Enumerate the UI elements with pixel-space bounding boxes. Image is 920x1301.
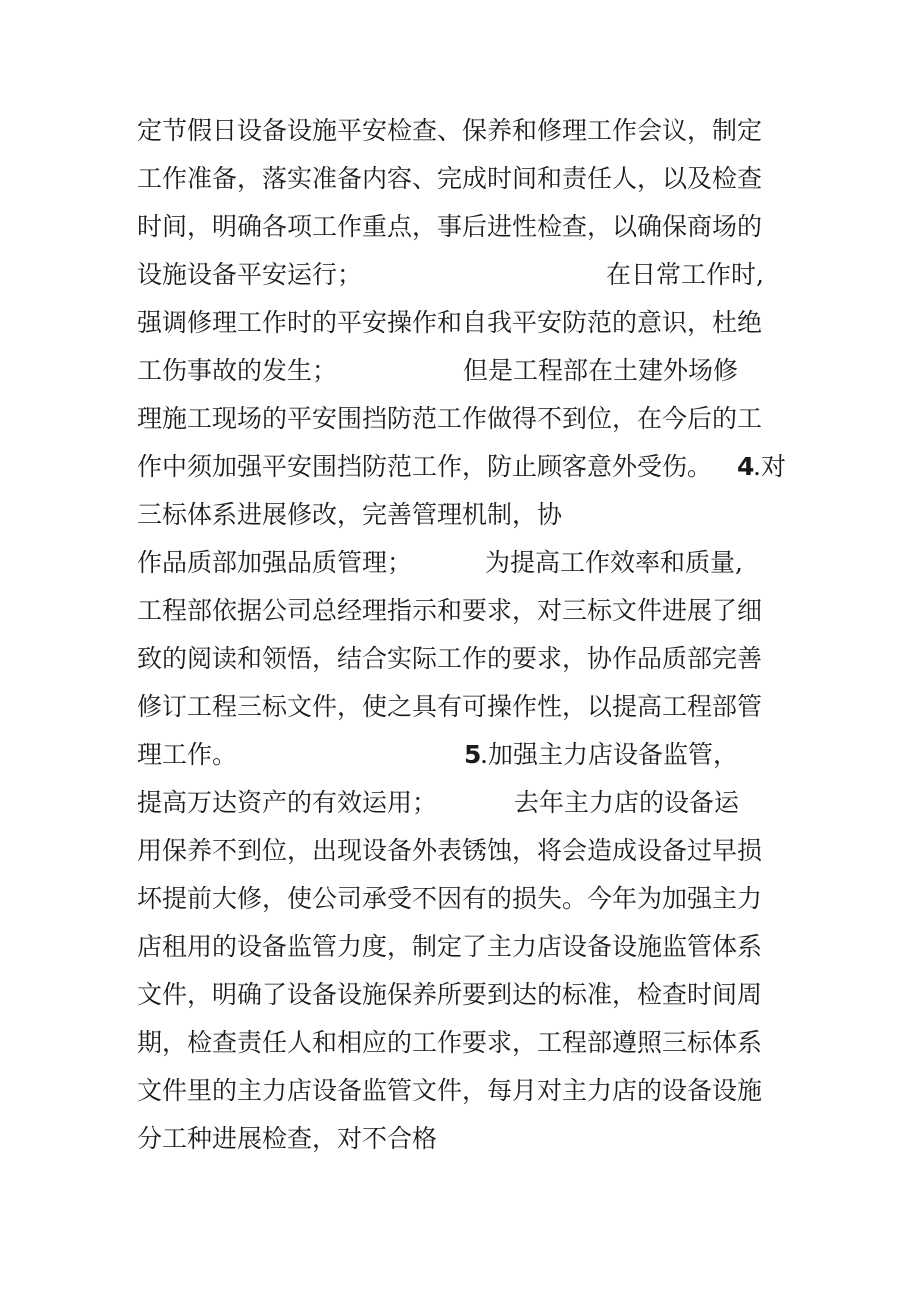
text-segment: 分工种进展检查，对不合格: [137, 1124, 438, 1153]
text-segment: 坏提前大修，使公司承受不因有的损失。今年为加强主力: [137, 884, 763, 913]
text-line: [137, 594, 762, 628]
text-line: [137, 450, 786, 484]
text-segment: 致的阅读和领悟，结合实际工作的要求，协作品质部完善: [137, 644, 763, 673]
text-segment: 三标体系进展修改，完善管理机制，协: [137, 500, 563, 529]
text-segment: 去年主力店的设备运: [514, 788, 740, 817]
text-line: [137, 210, 762, 244]
text-segment: .加强主力店设备监管，: [480, 740, 738, 769]
text-line: [137, 786, 740, 820]
text-segment: 但是工程部在土建外场修: [463, 356, 739, 385]
text-line: [137, 834, 762, 868]
text-line: [137, 978, 762, 1012]
text-line: [137, 930, 762, 964]
text-line: [137, 690, 762, 724]
text-segment: 期，检查责任人和相应的工作要求，工程部遵照三标体系: [137, 1028, 763, 1057]
text-segment: 文件，明确了设备设施保养所要到达的标准，检查时间周: [137, 980, 763, 1009]
text-line: [137, 354, 739, 388]
text-segment: 文件里的主力店设备监管文件，每月对主力店的设备设施: [137, 1076, 763, 1105]
section-number: 4: [737, 452, 755, 481]
text-line: [137, 402, 762, 436]
text-line: [137, 1074, 762, 1108]
text-line: [137, 546, 743, 580]
text-segment: 工伤事故的发生；: [137, 356, 338, 385]
text-line: [137, 114, 762, 148]
section-number: 5: [464, 740, 482, 769]
text-segment: 为提高工作效率和质量,: [485, 548, 743, 577]
text-segment: 工作准备，落实准备内容、完成时间和责任人，以及检查: [137, 164, 763, 193]
text-segment: 用保养不到位，出现设备外表锈蚀，将会造成设备过早损: [137, 836, 763, 865]
text-segment: 定节假日设备设施平安检查、保养和修理工作会议，制定: [137, 116, 763, 145]
text-segment: 强调修理工作时的平安操作和自我平安防范的意识，杜绝: [137, 308, 763, 337]
text-line: [137, 1026, 762, 1060]
text-line: [137, 258, 764, 292]
text-segment: 时间，明确各项工作重点，事后进性检查，以确保商场的: [137, 212, 763, 241]
text-segment: .对: [753, 452, 786, 481]
text-line: [137, 498, 562, 532]
text-line: [137, 642, 762, 676]
text-segment: 作品质部加强品质管理；: [137, 548, 413, 577]
text-segment: 作中须加强平安围挡防范工作，防止顾客意外受伤。: [137, 452, 713, 481]
text-segment: 理施工现场的平安围挡防范工作做得不到位，在今后的工: [137, 404, 763, 433]
text-line: [137, 738, 738, 772]
text-line: [137, 1122, 437, 1156]
text-segment: 设施设备平安运行；: [137, 260, 363, 289]
text-line: [137, 306, 762, 340]
text-segment: 在日常工作时,: [606, 260, 764, 289]
text-line: [137, 162, 762, 196]
text-segment: 店租用的设备监管力度，制定了主力店设备设施监管体系: [137, 932, 763, 961]
text-segment: 工程部依据公司总经理指示和要求，对三标文件进展了细: [137, 596, 763, 625]
text-segment: 修订工程三标文件，使之具有可操作性，以提高工程部管: [137, 692, 763, 721]
text-line: [137, 882, 762, 916]
text-segment: 提高万达资产的有效运用；: [137, 788, 438, 817]
text-segment: 理工作。: [137, 740, 238, 769]
